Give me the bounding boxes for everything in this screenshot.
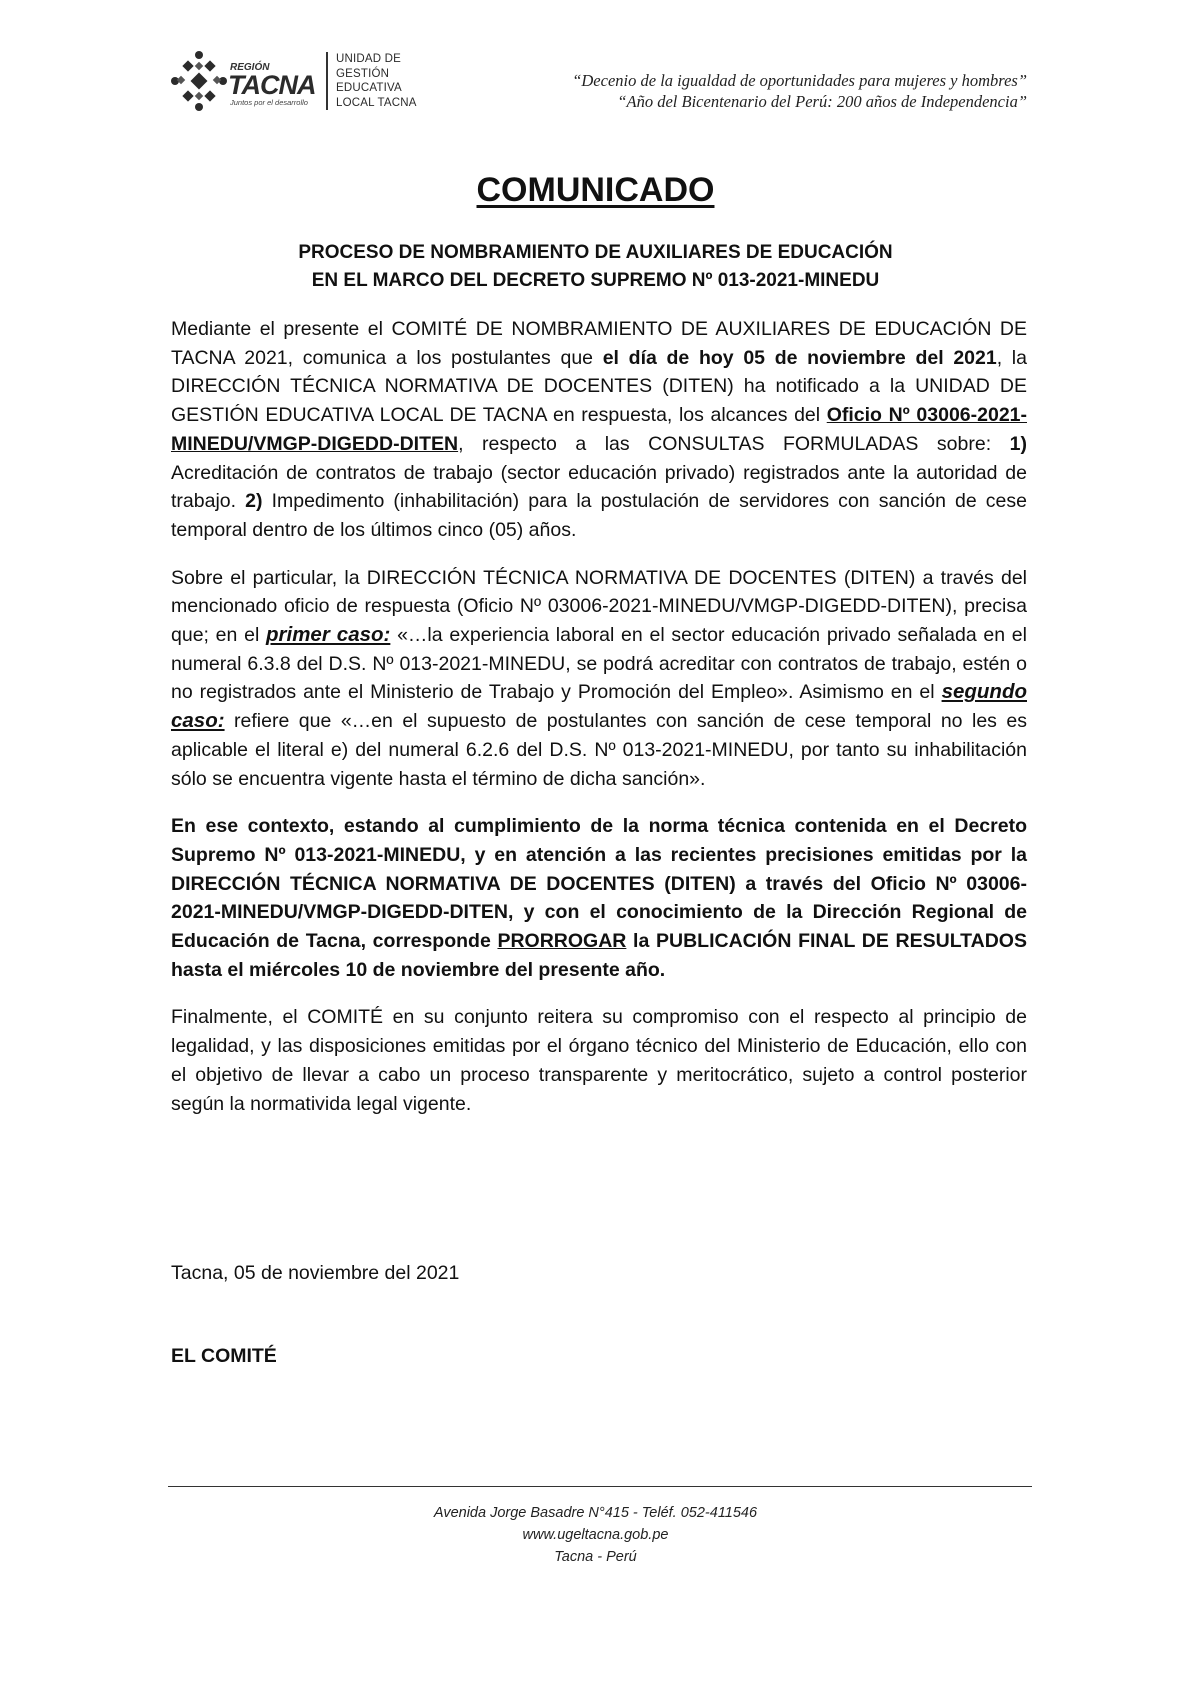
logo-divider xyxy=(326,52,328,110)
page-title: COMUNICADO xyxy=(476,171,715,209)
text-run: Acreditación de contratos de trabajo (sector educación privado) registrados ante la autoridad de trabajo. xyxy=(171,461,1027,513)
item-number: 1) xyxy=(1009,432,1027,455)
ugel-name-line: GESTIÓN xyxy=(336,67,390,80)
text-run: Impedimento (inhabilitación) para la postulación de servidores con sanción de cese temporal dentro de los últimos cinco (05) años. xyxy=(171,490,1027,541)
ugel-tacna-logo xyxy=(170,48,430,118)
motto-line-decade: “Decenio de la igualdad de oportunidades para mujeres y hombres” xyxy=(572,71,1027,90)
footer-address: Avenida Jorge Basadre N°415 - Teléf. 052-411546 xyxy=(433,1505,758,1521)
oficio-reference: Oficio Nº 03006-2021-MINEDU/VMGP-DIGEDD-DITEN xyxy=(171,404,1027,455)
logo-region-label: REGIÓN xyxy=(230,62,270,73)
ugel-name xyxy=(336,52,417,110)
first-case-label: primer caso: xyxy=(266,623,391,647)
signature: EL COMITÉ xyxy=(171,1345,277,1367)
document-subtitle xyxy=(0,239,1191,295)
text-run: Sobre el particular, la DIRECCIÓN TÉCNICA NORMATIVA DE DOCENTES (DITEN) a través del mencionado oficio de respuesta (Oficio Nº 03006-2021-MINEDU/VMGP-DIGEDD-DITEN), precisa que; en el xyxy=(171,566,1027,647)
paragraph-closing: Finalmente, el COMITÉ en su conjunto reitera su compromiso con el respecto al principio de legalidad, y las disposiciones emitidas por el órgano técnico del Ministerio de Educación, ello con el objetivo de llevar a cabo un proceso transparente y meritocrático, sujeto a control posterior según la normativida legal vigente. xyxy=(171,1006,1027,1115)
year-motto xyxy=(572,70,1027,112)
second-case-label: segundo caso: xyxy=(171,680,1027,733)
paragraph-details xyxy=(171,564,1027,794)
document-date: Tacna, 05 de noviembre del 2021 xyxy=(171,1262,460,1284)
logo-tacna-label: TACNA xyxy=(228,70,316,100)
ugel-name-line: LOCAL TACNA xyxy=(336,96,417,109)
footer-city: Tacna - Perú xyxy=(554,1549,637,1565)
notification-date: el día de hoy 05 de noviembre del 2021 xyxy=(602,346,997,369)
motto-line-year: “Año del Bicentenario del Perú: 200 años de Independencia” xyxy=(617,92,1027,111)
item-number: 2) xyxy=(245,490,263,513)
subtitle-line: EN EL MARCO DEL DECRETO SUPREMO Nº 013-2021-MINEDU xyxy=(311,270,880,291)
footer xyxy=(0,1502,1191,1568)
text-run: En ese contexto, estando al cumplimiento de la norma técnica contenida en el Decreto Supremo Nº 013-2021-MINEDU, y en atención a las recientes precisiones emitidas por la DIRECCIÓN TÉCNICA NORMATIVA DE DOCENTES (DITEN) a través del Oficio Nº 03006-2021-MINEDU/VMGP-DIGEDD-DITEN, y con el conocimiento de la Dirección Regional de Educación de Tacna, corresponde xyxy=(171,815,1027,953)
prorrogar-keyword: PRORROGAR xyxy=(497,930,627,953)
text-run: «…la experiencia laboral en el sector educación privado señalada en el numeral 6.3.8 del D.S. Nº 013-2021-MINEDU, se podrá acreditar con contratos de trabajo, estén o no registrados ante el Ministerio de Trabajo y Promoción del Empleo». Asimismo en el xyxy=(171,624,1027,704)
document-body xyxy=(171,315,1027,1137)
text-run: Mediante el presente el COMITÉ DE NOMBRAMIENTO DE AUXILIARES DE EDUCACIÓN DE TACNA 2021, comunica a los postulantes que xyxy=(171,318,1027,369)
ugel-name-line: UNIDAD DE xyxy=(336,53,402,65)
text-run: , la DIRECCIÓN TÉCNICA NORMATIVA DE DOCENTES (DITEN) ha notificado a la UNIDAD DE GESTIÓN EDUCATIVA LOCAL DE TACNA en respuesta, los alcances del xyxy=(171,346,1027,427)
ugel-name-line: EDUCATIVA xyxy=(336,82,402,94)
paragraph-resolution xyxy=(171,812,1027,984)
text-run: refiere que «…en el supuesto de postulantes con sanción de cese temporal no les es aplicable el literal e) del numeral 6.2.6 del D.S. Nº 013-2021-MINEDU, por tanto su inhabilitación sólo se encuentra vigente hasta el término de dicha sanción». xyxy=(171,710,1027,790)
footer-website: www.ugeltacna.gob.pe xyxy=(522,1527,669,1543)
paragraph-intro xyxy=(171,315,1027,545)
text-run: la PUBLICACIÓN FINAL DE RESULTADOS hasta el miércoles 10 de noviembre del presente año. xyxy=(171,930,1027,981)
region-tacna-emblem-icon xyxy=(170,50,228,112)
text-run: , respecto a las CONSULTAS FORMULADAS sobre: xyxy=(458,432,1010,455)
logo-slogan: Juntos por el desarrollo xyxy=(230,98,308,107)
subtitle-line: PROCESO DE NOMBRAMIENTO DE AUXILIARES DE EDUCACIÓN xyxy=(298,242,893,263)
footer-divider xyxy=(168,1486,1032,1487)
